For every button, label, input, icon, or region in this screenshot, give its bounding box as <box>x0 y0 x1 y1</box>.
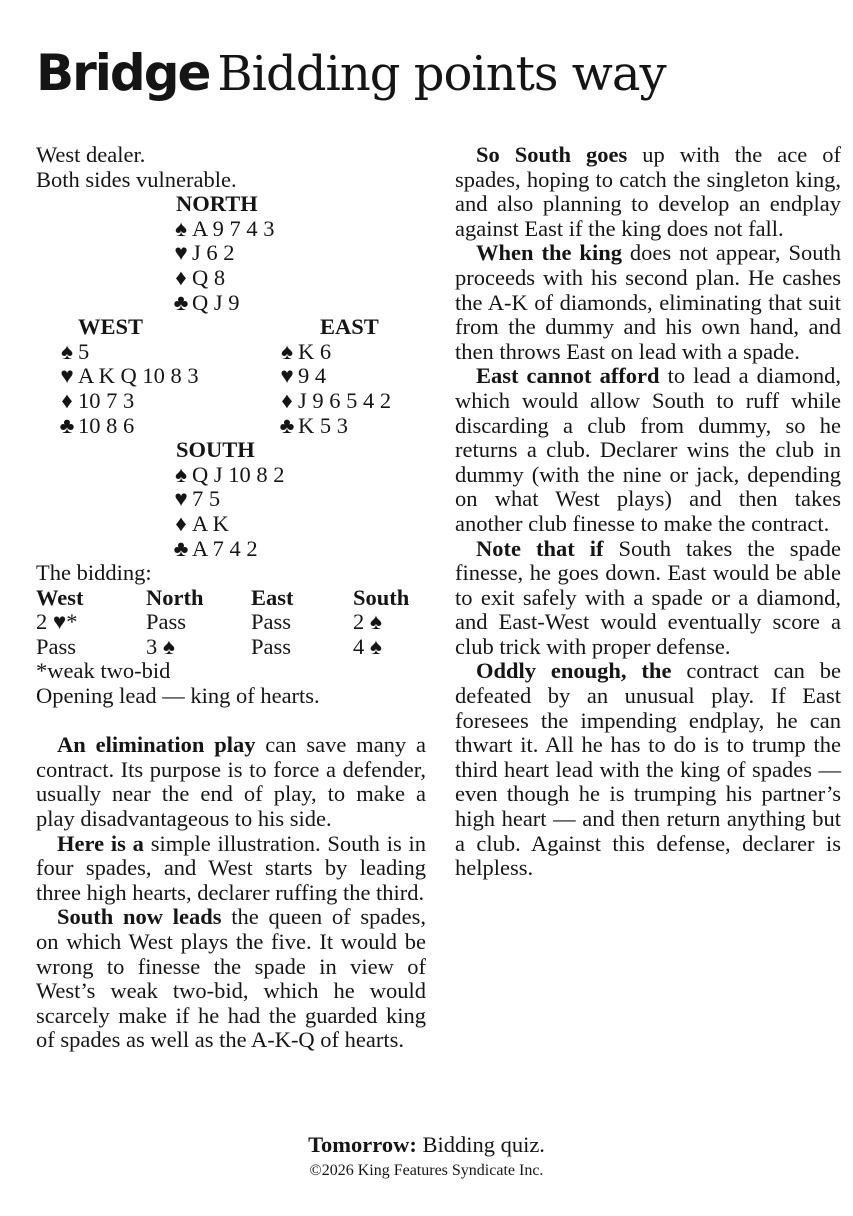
headline <box>36 44 666 102</box>
north-label: NORTH <box>176 191 258 217</box>
bidding-header: North <box>146 584 204 610</box>
tomorrow-teaser <box>0 1132 853 1158</box>
south-clubs: A 7 4 2 <box>192 535 258 561</box>
dealer-text: West dealer. <box>36 142 146 167</box>
bidding-row <box>36 610 426 635</box>
bid-cell: Pass <box>146 609 187 635</box>
left-column <box>36 143 426 1053</box>
north-hearts: J 6 2 <box>192 240 235 266</box>
south-diamonds: A K <box>192 510 229 536</box>
east-diamonds: J 9 6 5 4 2 <box>298 387 392 413</box>
north-spades: A 9 7 4 3 <box>192 215 275 241</box>
vulnerability-text: Both sides vulnerable. <box>36 166 237 192</box>
spade-icon: ♠ <box>175 461 187 487</box>
bidding-header: West <box>36 584 84 610</box>
right-column <box>455 143 841 881</box>
spade-icon: ♠ <box>175 215 187 241</box>
bid-cell: 2 ♥* <box>36 609 78 635</box>
bid-cell: Pass <box>251 633 292 659</box>
diamond-icon: ♦ <box>175 510 187 536</box>
article-paragraph-2: Here is a simple illustration. South is in four spades, and West starts by leading three high hearts, declarer ruffing the third. <box>36 830 427 905</box>
east-spades: K 6 <box>298 338 332 364</box>
bidding-title: The bidding: <box>36 560 152 586</box>
club-icon: ♣ <box>279 412 295 438</box>
north-clubs: Q J 9 <box>192 289 240 315</box>
bid-cell: 3 ♠ <box>146 633 175 659</box>
west-clubs: 10 8 6 <box>78 412 135 438</box>
diamond-icon: ♦ <box>281 387 293 413</box>
tomorrow-text: Bidding quiz. <box>416 1132 545 1157</box>
opening-lead: Opening lead — king of hearts. <box>36 683 320 709</box>
south-label: SOUTH <box>176 437 255 463</box>
tomorrow-label: Tomorrow: <box>308 1132 417 1157</box>
article-paragraph-1: An elimination play can save many a contract. Its purpose is to force a defender, usually near the end of play, to make a play disadvantageous to his side. <box>36 732 426 832</box>
bidding-header-row <box>36 586 426 611</box>
bidding-header: East <box>251 584 294 610</box>
article-paragraph-7: Note that if South takes the spade finesse, he goes down. East would be able to exit safely with a spade or a diamond, and East-West would eventually score a club trick with proper defense. <box>455 535 841 659</box>
bid-cell: Pass <box>36 633 77 659</box>
spade-icon: ♠ <box>61 338 73 364</box>
west-diamonds: 10 7 3 <box>78 387 135 413</box>
article-paragraph-4: So South goes up with the ace of spades, hoping to catch the singleton king, and also planning to develop an endplay against East if the king does not fall. <box>455 142 841 241</box>
east-clubs: K 5 3 <box>298 412 348 438</box>
column-brand: Bridge <box>36 44 210 102</box>
article-paragraph-5: When the king does not appear, South proceeds with his second plan. He cashes the A-K of diamonds, eliminating that suit from the dummy and his own hand, and then throws East on lead with a spade. <box>455 240 841 364</box>
bidding-footnote: *weak two-bid <box>36 658 171 684</box>
heart-icon: ♥ <box>60 363 74 389</box>
bidding-header: South <box>353 584 410 610</box>
west-spades: 5 <box>78 338 90 364</box>
club-icon: ♣ <box>59 412 75 438</box>
bidding-section <box>36 561 426 709</box>
east-label: EAST <box>320 314 379 340</box>
bid-cell: Pass <box>251 609 292 635</box>
copyright: ©2026 King Features Syndicate Inc. <box>309 1162 544 1179</box>
bid-cell: 4 ♠ <box>353 633 382 659</box>
west-label: WEST <box>78 314 144 340</box>
club-icon: ♣ <box>173 289 189 315</box>
heart-icon: ♥ <box>280 363 294 389</box>
heart-icon: ♥ <box>174 240 188 266</box>
hand-south <box>36 438 426 561</box>
hands-west-east <box>36 315 426 438</box>
club-icon: ♣ <box>173 535 189 561</box>
west-hearts: A K Q 10 8 3 <box>78 363 199 389</box>
headline-title: Bidding points way <box>217 46 666 102</box>
north-diamonds: Q 8 <box>192 264 226 290</box>
spade-icon: ♠ <box>281 338 293 364</box>
article-paragraph-3: South now leads the queen of spades, on which West plays the five. It would be wrong to finesse the spade in view of West’s weak two-bid, which he would scarcely make if he had the guarded king of spades as well as the A-K-Q of hearts. <box>36 904 426 1053</box>
article-paragraph-6: East cannot afford to lead a diamond, which would allow South to ruff while discarding a club from dummy, so he returns a club. Declarer wins the club in dummy (with the nine or jack, depending on what West plays) and then takes another club finesse to make the contract. <box>455 363 842 536</box>
hand-north <box>36 192 426 315</box>
east-hearts: 9 4 <box>298 363 327 389</box>
bidding-row <box>36 635 426 660</box>
article-paragraph-8: Oddly enough, the contract can be defeated by an unusual play. If East foresees the impending endplay, he can thwart it. All he has to do is to trump the third heart lead with the king of spades — even though he is trumping his partner’s high heart — and then return anything but a club. Against this defense, declarer is helpless. <box>455 658 841 881</box>
diamond-icon: ♦ <box>61 387 73 413</box>
south-spades: Q J 10 8 2 <box>192 461 285 487</box>
bid-cell: 2 ♠ <box>353 609 382 635</box>
south-hearts: 7 5 <box>192 486 221 512</box>
heart-icon: ♥ <box>174 486 188 512</box>
diamond-icon: ♦ <box>175 264 187 290</box>
